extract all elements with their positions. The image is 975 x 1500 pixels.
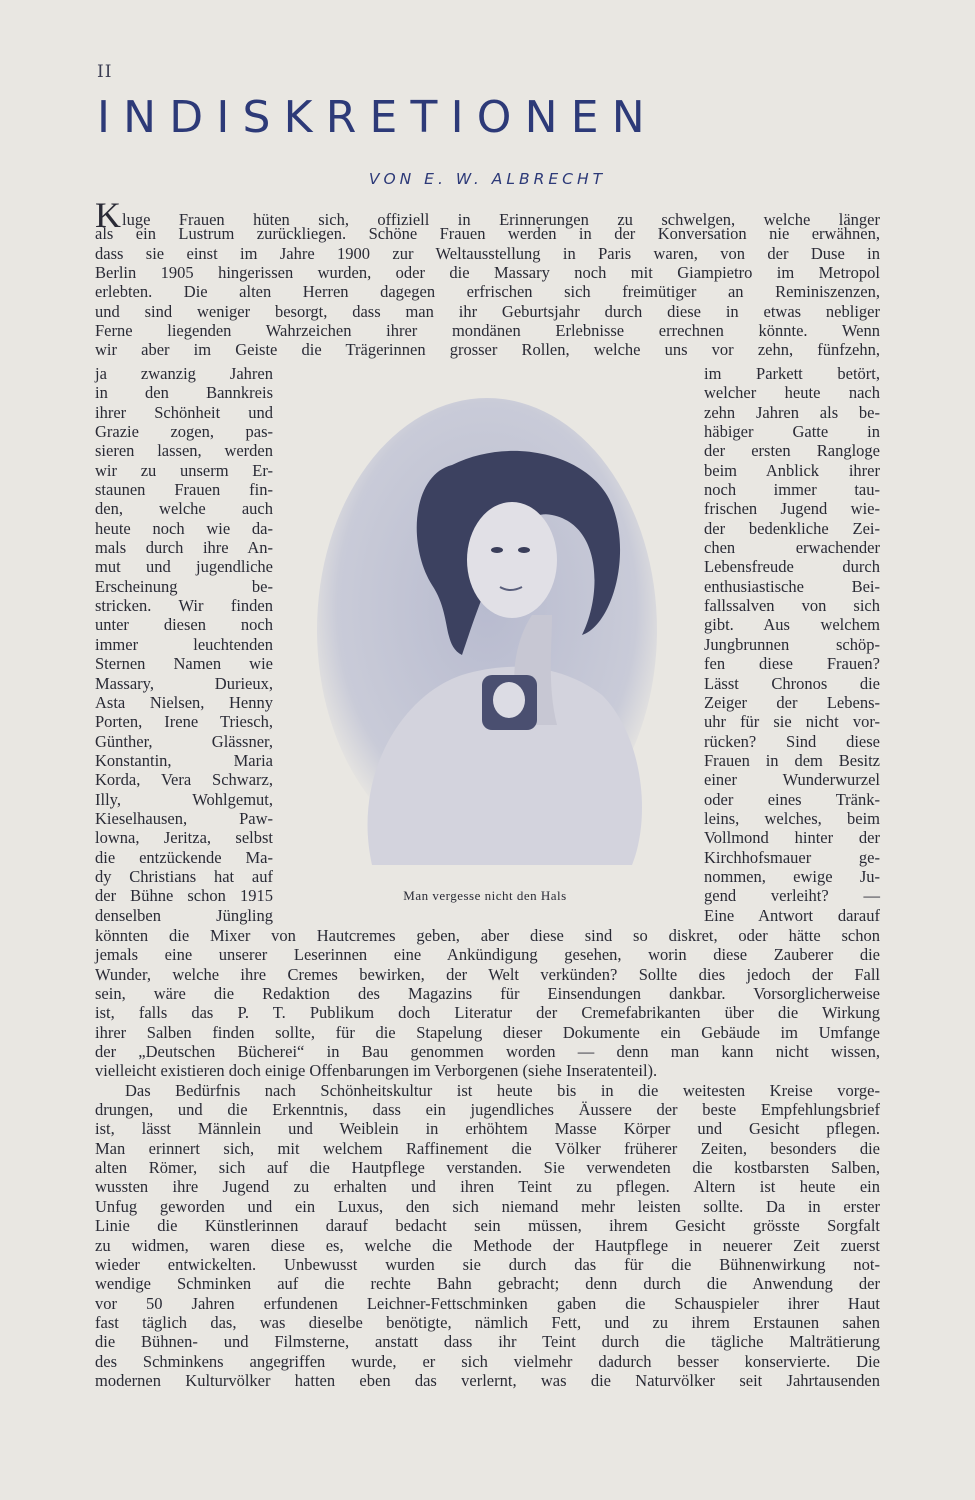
text-line: wendige Schminken auf die rechte Bahn gebracht; denn durch die Anwendung der: [95, 1274, 880, 1294]
portrait-photo: [312, 395, 662, 870]
text-line: Zeiger der Lebens-: [704, 692, 880, 712]
text-line: leins, welches, beim: [704, 808, 880, 828]
intro-paragraph: [95, 195, 880, 360]
text-line: alten Römer, sich auf die Hautpflege verstanden. Sie verwendeten die kostbarsten Salben,: [95, 1158, 880, 1178]
text-line: modernen Kulturvölker hatten eben das verlernt, was die Naturvölker seit Jahrtausenden: [95, 1370, 880, 1390]
photo-caption: Man vergesse nicht den Hals: [403, 888, 567, 903]
text-line: Porten, Irene Triesch,: [95, 712, 273, 732]
text-line: Linie die Künstlerinnen darauf bedacht sein müssen, ihrem Gesicht grösste Sorgfalt: [95, 1216, 880, 1236]
text-line: unter diesen noch: [95, 615, 273, 635]
text-line: oder eines Tränk-: [704, 789, 880, 809]
text-line: dy Christians hat auf: [95, 866, 273, 886]
text-line: als ein Lustrum zurückliegen. Schöne Frauen werden in der Konversation nie erwähnen,: [95, 224, 880, 244]
text-line: die entzückende Ma-: [95, 847, 273, 867]
text-line: staunen Frauen fin-: [95, 480, 273, 500]
text-line: immer leuchtenden: [95, 634, 273, 654]
text-line: drungen, und die Erkenntnis, dass ein jugendliches Äussere der beste Empfehlungsbrief: [95, 1100, 880, 1120]
text-line: chen erwachender: [704, 538, 880, 558]
text-line: der bedenkliche Zei-: [704, 518, 880, 538]
text-line: zu widmen, waren diese es, welche die Methode der Hautpflege in neuerer Zeit zuerst: [95, 1235, 880, 1255]
text-line: enthusiastische Bei-: [704, 576, 880, 596]
text-line: der „Deutschen Bücherei“ in Bau genommen worden — denn man kann nicht wissen,: [95, 1042, 880, 1062]
portrait-illustration: [312, 395, 662, 870]
text-line: erlebten. Die alten Herren dagegen erfrischen sich freimütiger an Reminiszenzen,: [95, 282, 880, 302]
text-line: gibt. Aus welchem: [704, 615, 880, 635]
text-line: dass sie einst im Jahre 1900 zur Weltausstellung in Paris waren, von der Duse in: [95, 243, 880, 263]
text-line: vor 50 Jahren erfundenen Leichner-Fettschminken gaben die Schauspieler ihrer Haut: [95, 1293, 880, 1313]
text-line: denselben Jüngling: [95, 905, 273, 925]
article-title: INDISKRETIONEN: [97, 92, 658, 143]
text-line: fen diese Frauen?: [704, 654, 880, 674]
text-line: nommen, ewige Ju-: [704, 866, 880, 886]
text-line: häbiger Gatte in: [704, 422, 880, 442]
right-column: [704, 364, 880, 925]
text-line: den, welche auch: [95, 499, 273, 519]
text-line: des Schminkens angegriffen wurde, er sich vielmehr dadurch besser konservierte. Die: [95, 1351, 880, 1371]
text-line: einer Wunderwurzel: [704, 770, 880, 790]
text-line: Vollmond hinter der: [704, 828, 880, 848]
text-line: mals durch ihre An-: [95, 538, 273, 558]
text-line: Kieselhausen, Paw-: [95, 808, 273, 828]
text-line: Erscheinung be-: [95, 576, 273, 596]
text-line: ist, falls das P. T. Publikum doch Literatur der Cremefabrikanten über die Wirkung: [95, 1003, 880, 1023]
text-line: Unfug geworden und ein Luxus, den sich niemand mehr leisten sollte. Da in erster: [95, 1196, 880, 1216]
text-line: wir aber im Geiste die Trägerinnen grosser Rollen, welche uns vor zehn, fünfzehn,: [95, 340, 880, 360]
text-line: Das Bedürfnis nach Schönheitskultur ist heute bis in die weitesten Kreise vorge-: [125, 1080, 880, 1100]
text-line: Massary, Durieux,: [95, 673, 273, 693]
text-line: wir zu unserm Er-: [95, 460, 273, 480]
text-line: Ferne liegenden Wahrzeichen ihrer mondänen Erlebnisse errechnen könnte. Wenn: [95, 321, 880, 341]
text-line: mut und jugendliche: [95, 557, 273, 577]
text-line: uhr für sie nicht vor-: [704, 712, 880, 732]
drop-cap: K: [95, 195, 121, 235]
text-line: Berlin 1905 hingerissen wurden, oder die Massary noch mit Giampietro im Metropol: [95, 263, 880, 283]
text-line: fast täglich das, was dieselbe benötigte, nämlich Fett, und zu ihrem Erstaunen sahen: [95, 1312, 880, 1332]
text-line: Grazie zogen, pas-: [95, 422, 273, 442]
text-line: Lebensfreude durch: [704, 557, 880, 577]
text-line: ihrer Schönheit und: [95, 402, 273, 422]
text-line: Man erinnert sich, mit welchem Raffinement die Völker früherer Zeiten, besonders die: [95, 1138, 880, 1158]
text-line: Wunder, welche ihre Cremes bewirken, der Welt verkünden? Sollte dies jedoch der Fall: [95, 964, 880, 984]
text-line: stricken. Wir finden: [95, 596, 273, 616]
text-line: heute noch wie da-: [95, 518, 273, 538]
text-line: Frauen in dem Besitz: [704, 750, 880, 770]
text-line: ihrer Salben finden sollte, für die Stapelung dieser Dokumente ein Gebäude im Umfange: [95, 1022, 880, 1042]
text-line: der ersten Rangloge: [704, 441, 880, 461]
text-line: welcher heute nach: [704, 383, 880, 403]
article-byline: VON E. W. ALBRECHT: [368, 170, 607, 188]
text-line: Sternen Namen wie: [95, 654, 273, 674]
text-line: beim Anblick ihrer: [704, 460, 880, 480]
left-column: [95, 364, 273, 925]
text-line: und sind weniger besorgt, dass man ihr Geburtsjahr durch diese in etwas nebliger: [95, 301, 880, 321]
text-line: Lässt Chronos die: [704, 673, 880, 693]
text-line: Eine Antwort darauf: [704, 905, 880, 925]
text-line: in den Bannkreis: [95, 383, 273, 403]
face-shape: [467, 502, 557, 618]
text-line: frischen Jugend wie-: [704, 499, 880, 519]
text-line: sieren lassen, werden: [95, 441, 273, 461]
text-line: sein, wäre die Redaktion des Magazins für Einsendungen dankbar. Vorsorglicherweise: [95, 984, 880, 1004]
text-line: Asta Nielsen, Henny: [95, 692, 273, 712]
text-line: ja zwanzig Jahren: [95, 364, 273, 383]
text-line: könnten die Mixer von Hautcremes geben, aber diese sind so diskret, oder hätte schon: [95, 926, 880, 945]
text-line: der Bühne schon 1915: [95, 886, 273, 906]
text-line: wieder entwickelten. Unbewusst wurden sie durch das für die Bühnenwirkung not-: [95, 1254, 880, 1274]
text-line: fallssalven von sich: [704, 596, 880, 616]
text-line: zehn Jahren als be-: [704, 402, 880, 422]
text-line: Korda, Vera Schwarz,: [95, 770, 273, 790]
text-line: die Bühnen- und Filmsterne, anstatt dass ihr Teint durch die tägliche Malträtierung: [95, 1332, 880, 1352]
text-line: Jungbrunnen schöp-: [704, 634, 880, 654]
text-line: Günther, Glässner,: [95, 731, 273, 751]
text-line: ist, lässt Männlein und Weiblein in erhöhtem Masse Körper und Gesicht pflegen.: [95, 1119, 880, 1139]
page-number: II: [97, 62, 113, 82]
text-line: vielleicht existieren doch einige Offenbarungen im Verborgenen (siehe Inseratenteil).: [95, 1061, 658, 1081]
text-line: Konstantin, Maria: [95, 750, 273, 770]
continuation-paragraphs: [95, 926, 880, 1390]
intro-first-line-rest: luge Frauen hüten sich, offiziell in Erinnerungen zu schwelgen, welche länger: [122, 210, 880, 229]
text-line: rücken? Sind diese: [704, 731, 880, 751]
text-line: im Parkett betört,: [704, 364, 880, 383]
text-line: lowna, Jeritza, selbst: [95, 828, 273, 848]
text-line: jemals eine unserer Leserinnen eine Ankündigung gesehen, worin diese Zauberer die: [95, 945, 880, 965]
text-line: Illy, Wohlgemut,: [95, 789, 273, 809]
text-line: Kirchhofsmauer ge-: [704, 847, 880, 867]
text-line: gend verleiht? —: [704, 886, 880, 906]
text-line: wussten ihre Jugend zu erhalten und ihren Teint zu pflegen. Altern ist heute ein: [95, 1177, 880, 1197]
text-line: noch immer tau-: [704, 480, 880, 500]
